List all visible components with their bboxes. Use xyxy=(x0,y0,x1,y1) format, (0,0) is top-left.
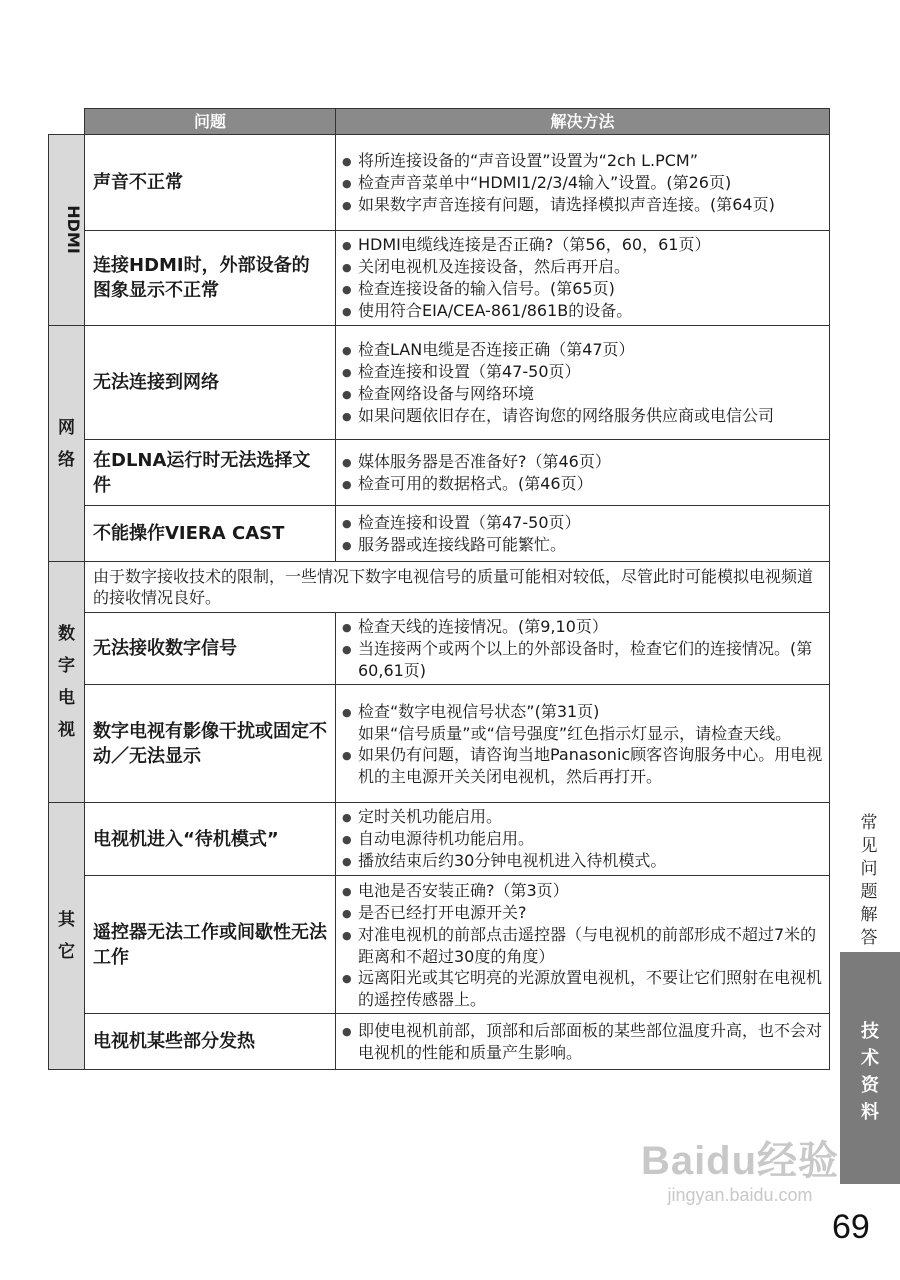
solution-item: ● HDMI电缆线连接是否正确?（第56，60，61页） xyxy=(342,234,823,256)
solution-item: ● 远离阳光或其它明亮的光源放置电视机，不要让它们照射在电视机的遥控传感器上。 xyxy=(342,967,823,1010)
problem-cell: 连接HDMI时，外部设备的图象显示不正常 xyxy=(85,231,336,326)
solution-item: ● 电池是否安装正确?（第3页） xyxy=(342,880,823,902)
solution-cell xyxy=(336,440,830,506)
problem-cell: 数字电视有影像干扰或固定不动／无法显示 xyxy=(85,685,336,803)
page-number: 69 xyxy=(832,1208,870,1246)
solution-item: ● 播放结束后约30分钟电视机进入待机模式。 xyxy=(342,850,823,872)
table-row xyxy=(49,685,830,803)
solution-cell xyxy=(336,135,830,231)
header-solution: 解决方法 xyxy=(336,109,830,135)
solution-cell xyxy=(336,876,830,1014)
table-row xyxy=(49,562,830,613)
problem-cell: 电视机某些部分发热 xyxy=(85,1014,336,1070)
solution-item: ● 检查连接设备的输入信号。(第65页) xyxy=(342,278,823,300)
sidebar-chapter-tab: 技 术 资 料 xyxy=(840,952,900,1184)
table-row xyxy=(49,506,830,562)
solution-cell xyxy=(336,613,830,685)
table-row xyxy=(49,231,830,326)
table-row xyxy=(49,135,830,231)
table-row xyxy=(49,440,830,506)
table-row xyxy=(49,803,830,876)
problem-cell: 电视机进入“待机模式” xyxy=(85,803,336,876)
table-row xyxy=(49,876,830,1014)
problem-cell: 不能操作VIERA CAST xyxy=(85,506,336,562)
table-row xyxy=(49,613,830,685)
category-other: 其 它 xyxy=(49,803,85,1070)
problem-cell: 无法连接到网络 xyxy=(85,326,336,440)
solution-item: ● 检查连接和设置（第47-50页） xyxy=(342,512,823,534)
solution-item: ● 自动电源待机功能启用。 xyxy=(342,828,823,850)
solution-cell xyxy=(336,506,830,562)
solution-continuation: 如果“信号质量”或“信号强度”红色指示灯显示，请检查天线。 xyxy=(358,723,792,743)
solution-item: ● 检查连接和设置（第47-50页） xyxy=(342,361,823,383)
solution-item: ● 检查天线的连接情况。(第9,10页） xyxy=(342,616,823,638)
baidu-watermark xyxy=(640,1138,840,1206)
watermark-url: jingyan.baidu.com xyxy=(667,1185,813,1205)
solution-cell xyxy=(336,1014,830,1070)
category-hdmi: HDMI xyxy=(49,135,85,326)
solution-item: ● 对准电视机的前部点击遥控器（与电视机的前部形成不超过7米的距离和不超过30度的角度） xyxy=(342,924,823,967)
header-blank-cell xyxy=(49,109,85,135)
category-digital-tv: 数 字 电 视 xyxy=(49,562,85,803)
solution-item: ● 媒体服务器是否准备好?（第46页） xyxy=(342,451,823,473)
solution-item: ● 检查“数字电视信号状态”(第31页) xyxy=(342,701,823,723)
solution-item: ● 服务器或连接线路可能繁忙。 xyxy=(342,534,823,556)
solution-item: ● 当连接两个或两个以上的外部设备时，检查它们的连接情况。(第60,61页) xyxy=(342,638,823,681)
problem-cell: 在DLNA运行时无法选择文件 xyxy=(85,440,336,506)
problem-cell: 无法接收数字信号 xyxy=(85,613,336,685)
solution-item: ● 检查LAN电缆是否连接正确（第47页） xyxy=(342,339,823,361)
solution-item: ● 如果数字声音连接有问题，请选择模拟声音连接。(第64页) xyxy=(342,194,823,216)
digital-tv-note: 由于数字接收技术的限制，一些情况下数字电视信号的质量可能相对较低，尽管此时可能模拟电视频道的接收情况良好。 xyxy=(85,562,830,613)
watermark-logo: Baidu经验 xyxy=(640,1139,840,1183)
sidebar-section-tab: 常 见 问 题 解 答 xyxy=(838,812,900,952)
solution-item: ● 如果问题依旧存在，请咨询您的网络服务供应商或电信公司 xyxy=(342,405,823,427)
table-header-row xyxy=(49,109,830,135)
table-row xyxy=(49,326,830,440)
solution-item: ● 关闭电视机及连接设备，然后再开启。 xyxy=(342,256,823,278)
solution-item: ● 是否已经打开电源开关? xyxy=(342,902,823,924)
troubleshooting-table xyxy=(48,108,830,1070)
solution-item: ● 检查声音菜单中“HDMI1/2/3/4输入”设置。(第26页) xyxy=(342,172,823,194)
solution-item: ● 使用符合EIA/CEA-861/861B的设备。 xyxy=(342,300,823,322)
solution-item: ● 检查可用的数据格式。(第46页） xyxy=(342,473,823,495)
solution-cell xyxy=(336,803,830,876)
solution-item: ● 如果仍有问题，请咨询当地Panasonic顾客咨询服务中心。用电视机的主电源开关关闭电视机，然后再打开。 xyxy=(342,744,823,787)
category-network: 网 络 xyxy=(49,326,85,562)
solution-item: ● 将所连接设备的“声音设置”设置为“2ch L.PCM” xyxy=(342,150,823,172)
table-row xyxy=(49,1014,830,1070)
problem-cell: 遥控器无法工作或间歇性无法工作 xyxy=(85,876,336,1014)
solution-cell xyxy=(336,685,830,803)
solution-item: ● 即使电视机前部，顶部和后部面板的某些部位温度升高，也不会对电视机的性能和质量产生影响。 xyxy=(342,1020,823,1063)
solution-item: ● 定时关机功能启用。 xyxy=(342,806,823,828)
header-problem: 问题 xyxy=(85,109,336,135)
solution-item: ● 检查网络设备与网络环境 xyxy=(342,383,823,405)
solution-cell xyxy=(336,326,830,440)
solution-cell xyxy=(336,231,830,326)
problem-cell: 声音不正常 xyxy=(85,135,336,231)
